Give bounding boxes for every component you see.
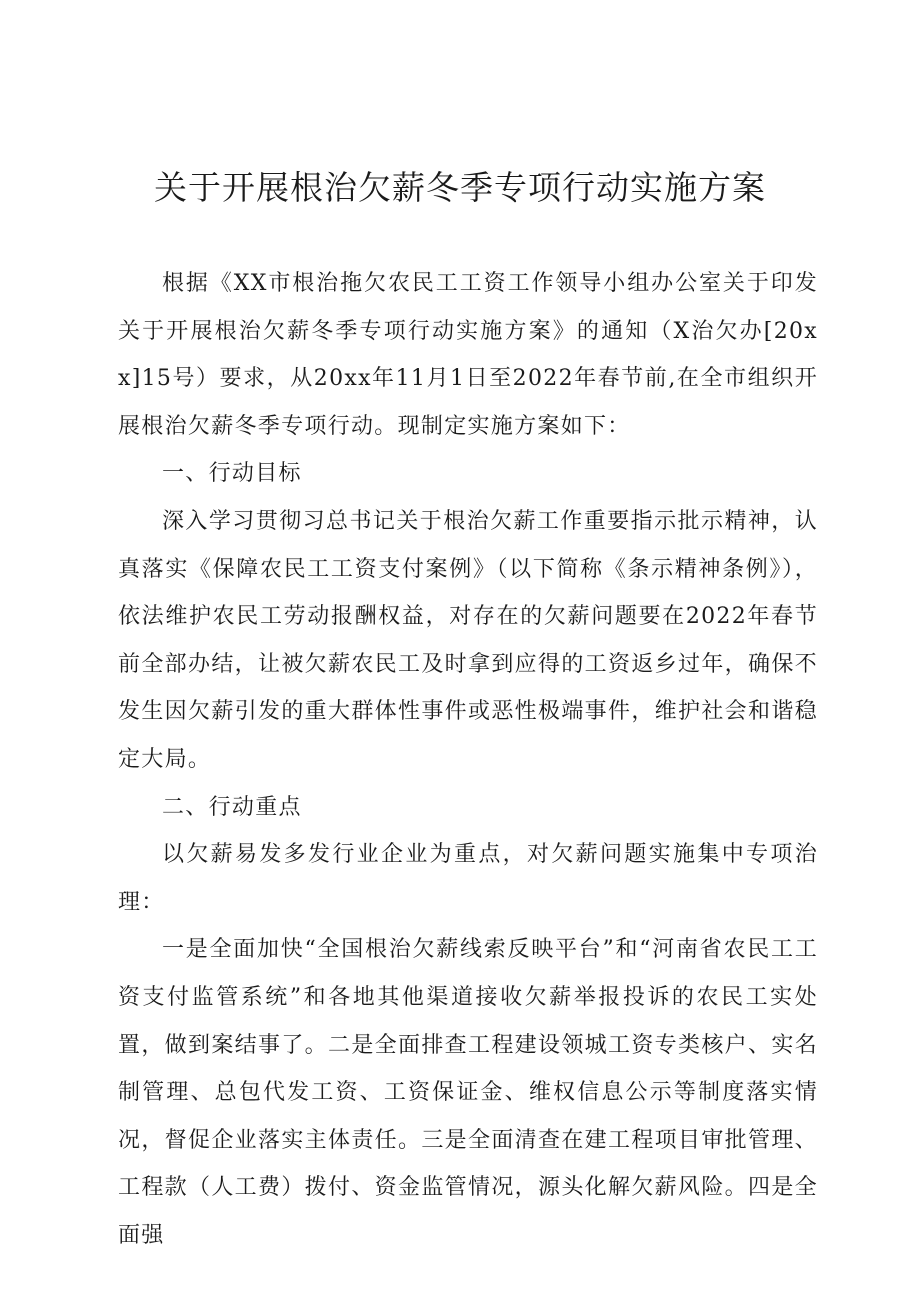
goals-paragraph: 深入学习贯彻习总书记关于根治欠薪工作重要指示批示精神，认真落实《保障农民工工资支付案例》（以下简称《条示精神条例》），依法维护农民工劳动报酬权益，对存在的欠薪问题要在2022年春节前全部办结，让被欠薪农民工及时拿到应得的工资返乡过年，确保不发生因欠薪引发的重大群体性事件或恶性极端事件，维护社会和谐稳定大局。 xyxy=(118,508,818,772)
section-heading-goals: 一、行动目标 xyxy=(162,461,302,487)
document-title: 关于开展根治欠薪冬季专项行动实施方案 xyxy=(154,168,766,207)
document-body xyxy=(118,260,818,1259)
intro-paragraph: 根据《XX市根治拖欠农民工工资工作领导小组办公室关于印发关于开展根治欠薪冬季专项行动实施方案》的通知（X治欠办[20xx]15号）要求，从20xx年11月1日至2022年春节前,在全市组织开展根治欠薪冬季专项行动。现制定实施方案如下： xyxy=(118,271,818,439)
focus-intro-paragraph: 以欠薪易发多发行业企业为重点，对欠薪问题实施集中专项治理： xyxy=(118,842,818,915)
section-heading-focus: 二、行动重点 xyxy=(162,794,302,820)
focus-detail-paragraph: 一是全面加快“全国根治欠薪线索反映平台”和“河南省农民工工资支付监管系统”和各地其他渠道接收欠薪举报投诉的农民工实处置，做到案结事了。二是全面排查工程建设领城工资专类核户、实名制管理、总包代发工资、工资保证金、维权信息公示等制度落实情况，督促企业落实主体责任。三是全面清查在建工程项目审批管理、工程款（人工费）拨付、资金监管情况，源头化解欠薪风险。四是全面强 xyxy=(118,937,818,1248)
